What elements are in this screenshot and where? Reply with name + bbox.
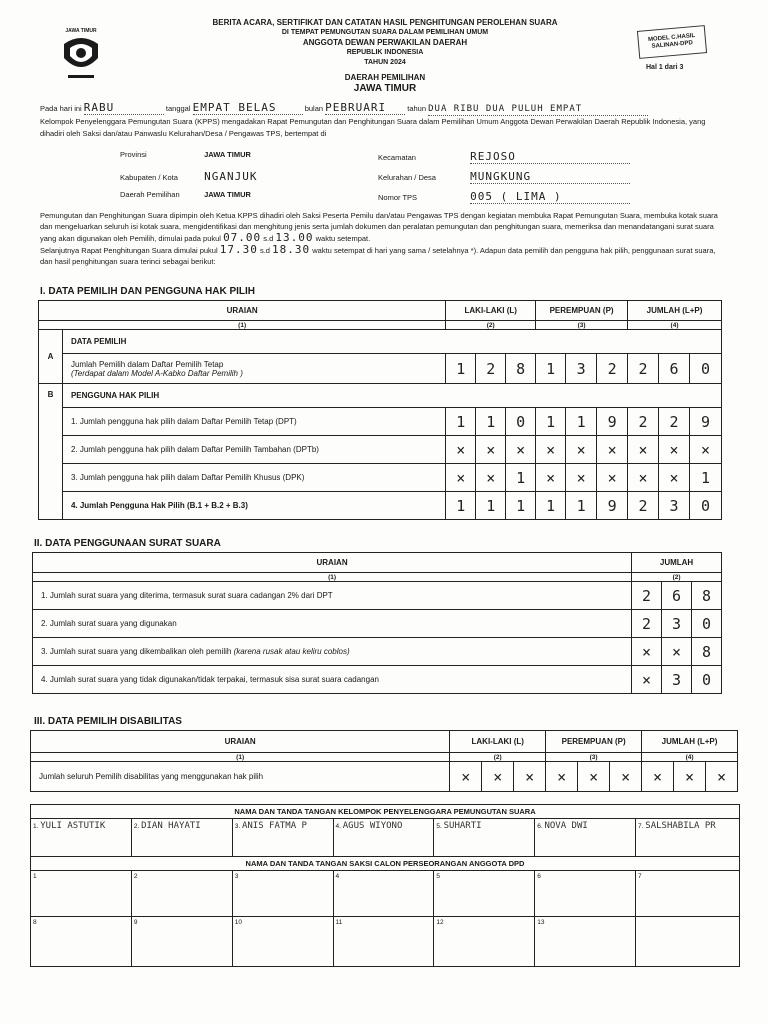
- s1-b2-label: 2. Jumlah pengguna hak pilih dalam Daftar Pemilih Tambahan (DPTb): [62, 436, 445, 464]
- dapil-row-label: Daerah Pemilihan: [120, 190, 180, 199]
- saksi-cell: 2: [131, 871, 232, 917]
- digit-cell: ×: [578, 762, 610, 792]
- s3-num-2: (2): [450, 753, 546, 762]
- digit-cell: ×: [446, 464, 476, 492]
- s1-a1-text: Jumlah Pemilih dalam Daftar Pemilih Tetap: [70, 359, 224, 369]
- digit-cell: 3: [566, 354, 597, 384]
- s2-num-2: (2): [632, 573, 722, 582]
- kecamatan-row: [378, 150, 630, 164]
- digit-cell: ×: [450, 762, 482, 792]
- saksi-row-2: [31, 917, 740, 967]
- digit-cell: ×: [659, 436, 690, 464]
- s1-b3-label: 3. Jumlah pengguna hak pilih dalam Daftar Pemilih Khusus (DPK): [62, 464, 445, 492]
- s2-r3-label: [33, 638, 632, 666]
- kpps-name: AGUS WIYONO: [342, 821, 403, 831]
- digit-cell: 1: [536, 408, 566, 436]
- kpps-signature-cell: [333, 819, 434, 857]
- kpps-name: NOVA DWI: [544, 821, 588, 831]
- end-time-1: 13.00: [275, 231, 314, 244]
- kpps-name: DIAN HAYATI: [141, 821, 201, 831]
- kpps-title: NAMA DAN TANDA TANGAN KELOMPOK PENYELENGGARA PEMUNGUTAN SUARA: [31, 805, 740, 819]
- header-line5: TAHUN 2024: [364, 59, 406, 66]
- digit-cell: ×: [536, 464, 566, 492]
- digit-cell: 6: [659, 354, 690, 384]
- saksi-cell: [636, 917, 740, 967]
- digit-cell: ×: [446, 436, 476, 464]
- kabupaten-row: [120, 170, 257, 183]
- tps-row: [378, 190, 630, 204]
- digit-cell: 8: [506, 354, 536, 384]
- sd-label-2: s.d: [259, 246, 270, 255]
- s1-a-title: DATA PEMILIH: [62, 330, 721, 354]
- digit-cell: 1: [446, 408, 476, 436]
- digit-cell: 1: [506, 492, 536, 520]
- s3-r1-label: Jumlah seluruh Pemilih disabilitas yang menggunakan hak pilih: [31, 762, 450, 792]
- kabupaten-value: NGANJUK: [204, 170, 258, 183]
- s1-a1-sub: (Terdapat dalam Model A-Kabko Daftar Pemilih ): [70, 368, 243, 378]
- digit-cell: 8: [692, 582, 722, 610]
- digit-cell: 1: [446, 492, 476, 520]
- digit-cell: 3: [662, 610, 692, 638]
- digit-cell: 6: [662, 582, 692, 610]
- tahun-value: DUA RIBU DUA PULUH EMPAT: [428, 103, 648, 116]
- saksi-cell: 1: [31, 871, 132, 917]
- s3-col-uraian: URAIAN: [31, 731, 450, 753]
- kabupaten-label: Kabupaten / Kota: [120, 173, 178, 182]
- saksi-title: NAMA DAN TANDA TANGAN SAKSI CALON PERSEORANGAN ANGGOTA DPD: [31, 857, 740, 871]
- page-number: Hal 1 dari 3: [646, 64, 684, 71]
- digit-cell: 2: [632, 610, 662, 638]
- s2-num-1: (1): [33, 573, 632, 582]
- s1-b-code: B: [39, 384, 63, 520]
- dapil-row: [120, 190, 251, 199]
- intro-text: Kelompok Penyelenggara Pemungutan Suara (KPPS) mengadakan Rapat Pemungutan dan Penghitungan Suara dalam Pemilihan Umum Anggota Dewan Perwakilan Daerah Republik Indonesia, yang dihadiri oleh Saksi dan/atau Panwaslu Kelurahan/Desa / Pengawas TPS, bertempat di: [40, 117, 706, 138]
- s2-col-uraian: URAIAN: [33, 553, 632, 573]
- digit-cell: 0: [506, 408, 536, 436]
- s2-r3-text: 3. Jumlah surat suara yang dikembalikan oleh pemilih: [41, 647, 232, 656]
- kpps-signature-cell: [31, 819, 132, 857]
- s1-num-2: (2): [446, 321, 536, 330]
- digit-cell: 1: [476, 408, 506, 436]
- saksi-cell: 5: [434, 871, 535, 917]
- end-time-2: 18.30: [272, 243, 311, 256]
- digit-cell: 8: [692, 638, 722, 666]
- s1-b1-label: 1. Jumlah pengguna hak pilih dalam Daftar Pemilih Tetap (DPT): [62, 408, 445, 436]
- digit-cell: 1: [536, 492, 566, 520]
- digit-cell: ×: [514, 762, 546, 792]
- tps-value: 005 ( LIMA ): [470, 190, 630, 204]
- dapil-title: [150, 72, 620, 94]
- kecamatan-value: REJOSO: [470, 150, 630, 164]
- kpps-no: 2.: [133, 823, 140, 830]
- saksi-cell: 12: [434, 917, 535, 967]
- saksi-cell: 11: [333, 917, 434, 967]
- digit-cell: 0: [689, 354, 721, 384]
- s3-num-4: (4): [642, 753, 738, 762]
- kpps-name: SALSHABILA PR: [645, 821, 716, 831]
- start-time-1: 07.00: [223, 231, 262, 244]
- digit-cell: ×: [642, 762, 674, 792]
- kpps-no: 5.: [436, 823, 442, 830]
- digit-cell: 2: [597, 354, 628, 384]
- s1-num-3: (3): [536, 321, 628, 330]
- section1-title: I. DATA PEMILIH DAN PENGGUNA HAK PILIH: [40, 286, 255, 297]
- s1-col-uraian: URAIAN: [39, 301, 446, 321]
- digit-cell: ×: [659, 464, 690, 492]
- s1-num-4: (4): [628, 321, 722, 330]
- digit-cell: ×: [482, 762, 514, 792]
- tanggal-value: EMPAT BELAS: [193, 102, 303, 115]
- digit-cell: 1: [476, 492, 506, 520]
- kpps-name: SUHARTI: [443, 821, 482, 831]
- kpps-no: 6.: [537, 823, 543, 830]
- s1-b4-label: 4. Jumlah Pengguna Hak Pilih (B.1 + B.2 + B.3): [62, 492, 445, 520]
- kpps-no: 3.: [234, 823, 241, 830]
- kelurahan-row: [378, 170, 630, 184]
- s3-num-3: (3): [546, 753, 642, 762]
- procedure-paragraph: [40, 210, 730, 267]
- saksi-cell: 9: [131, 917, 232, 967]
- s1-b-title: PENGGUNA HAK PILIH: [62, 384, 721, 408]
- digit-cell: 9: [597, 408, 628, 436]
- digit-cell: 1: [446, 354, 476, 384]
- s1-a1-label: [62, 354, 445, 384]
- digit-cell: ×: [674, 762, 706, 792]
- digit-cell: ×: [662, 638, 692, 666]
- digit-cell: 2: [628, 408, 659, 436]
- digit-cell: ×: [597, 436, 628, 464]
- kpps-no: 4.: [335, 823, 341, 830]
- digit-cell: ×: [610, 762, 642, 792]
- digit-cell: 2: [628, 492, 659, 520]
- digit-cell: ×: [632, 666, 662, 694]
- paragraph-p1: Pemungutan dan Penghitungan Suara dipimpin oleh Ketua KPPS dihadiri oleh Saksi Peserta Pemilu dan/atau Pengawas TPS dengan kegiatan membuka Rapat Pemungutan Suara, membuka kotak suara dan mengeluarkan seluruh isi kotak suara, mengidentifikasi dan menghitung jenis serta jumlah dokumen dan peralatan pemungutan dan penghitungan suara, memeriksa dan menandatangani surat suara yang akan digunakan oleh Pemilih, dimulai pada pukul: [40, 211, 718, 243]
- kpps-no: 7.: [638, 823, 644, 830]
- digit-cell: 0: [692, 610, 722, 638]
- section3-title: III. DATA PEMILIH DISABILITAS: [34, 716, 182, 727]
- digit-cell: 9: [689, 408, 721, 436]
- kpps-signature-cell: [232, 819, 333, 857]
- digit-cell: ×: [689, 436, 721, 464]
- tanggal-label: tanggal: [165, 104, 191, 113]
- dapil-label: DAERAH PEMILIHAN: [344, 73, 426, 82]
- digit-cell: ×: [506, 436, 536, 464]
- saksi-cell: 3: [232, 871, 333, 917]
- digit-cell: 1: [536, 354, 566, 384]
- digit-cell: ×: [566, 464, 597, 492]
- digit-cell: ×: [628, 436, 659, 464]
- waktu-label: waktu setempat.: [315, 234, 371, 243]
- digit-cell: 0: [692, 666, 722, 694]
- signature-table: [30, 804, 740, 967]
- section2-table: [32, 552, 722, 694]
- s2-r1-label: 1. Jumlah surat suara yang diterima, termasuk surat suara cadangan 2% dari DPT: [33, 582, 632, 610]
- kpps-name: YULI ASTUTIK: [40, 821, 106, 831]
- digit-cell: ×: [597, 464, 628, 492]
- s3-col-p: PEREMPUAN (P): [546, 731, 642, 753]
- section1-table: [38, 300, 722, 520]
- hari-value: RABU: [84, 102, 164, 115]
- provinsi-value: JAWA TIMUR: [204, 150, 251, 159]
- intro-block: [40, 102, 730, 140]
- s2-r3-sub: (karena rusak atau keliru coblos): [233, 647, 350, 656]
- emblem-text: JAWA TIMUR: [65, 28, 97, 34]
- digit-cell: ×: [536, 436, 566, 464]
- s1-col-p: PEREMPUAN (P): [536, 301, 628, 321]
- paragraph-p2a: Selanjutnya Rapat Penghitungan Suara dimulai pukul: [40, 246, 218, 255]
- digit-cell: 0: [689, 492, 721, 520]
- start-time-2: 17.30: [219, 243, 258, 256]
- digit-cell: 2: [632, 582, 662, 610]
- digit-cell: ×: [705, 762, 737, 792]
- digit-cell: 2: [476, 354, 506, 384]
- jawa-timur-emblem-icon: [56, 24, 106, 82]
- model-label: MODEL C.HASIL SALINAN-DPD: [637, 25, 707, 59]
- digit-cell: 9: [597, 492, 628, 520]
- section3-table: [30, 730, 738, 792]
- kpps-signature-row: [31, 819, 740, 857]
- s2-col-jumlah: JUMLAH: [632, 553, 722, 573]
- kpps-signature-cell: [535, 819, 636, 857]
- bulan-label: bulan: [304, 104, 324, 113]
- digit-cell: 3: [659, 492, 690, 520]
- s3-num-1: (1): [31, 753, 450, 762]
- digit-cell: 1: [506, 464, 536, 492]
- s1-col-l: LAKI-LAKI (L): [446, 301, 536, 321]
- hari-label: Pada hari ini: [40, 104, 82, 113]
- digit-cell: ×: [632, 638, 662, 666]
- kpps-signature-cell: [636, 819, 740, 857]
- digit-cell: ×: [628, 464, 659, 492]
- kpps-signature-cell: [131, 819, 232, 857]
- digit-cell: 1: [566, 408, 597, 436]
- kpps-no: 1.: [33, 823, 39, 830]
- kelurahan-value: MUNGKUNG: [470, 170, 630, 184]
- bulan-value: PEBRUARI: [325, 102, 405, 115]
- s3-col-l: LAKI-LAKI (L): [450, 731, 546, 753]
- header-line2: DI TEMPAT PEMUNGUTAN SUARA DALAM PEMILIHAN UMUM: [281, 29, 489, 36]
- sd-label-1: s.d: [263, 234, 274, 243]
- digit-cell: 2: [628, 354, 659, 384]
- digit-cell: ×: [476, 436, 506, 464]
- tahun-label: tahun: [407, 104, 427, 113]
- kecamatan-label: Kecamatan: [378, 153, 416, 162]
- header-line3: ANGGOTA DEWAN PERWAKILAN DAERAH: [302, 38, 468, 47]
- digit-cell: ×: [546, 762, 578, 792]
- s2-r2-label: 2. Jumlah surat suara yang digunakan: [33, 610, 632, 638]
- section2-title: II. DATA PENGGUNAAN SURAT SUARA: [34, 538, 221, 549]
- digit-cell: ×: [476, 464, 506, 492]
- digit-cell: 1: [566, 492, 597, 520]
- s1-a-code: A: [39, 330, 63, 384]
- saksi-cell: 7: [636, 871, 740, 917]
- saksi-cell: 6: [535, 871, 636, 917]
- saksi-cell: 13: [535, 917, 636, 967]
- s1-col-lp: JUMLAH (L+P): [628, 301, 722, 321]
- kpps-name: ANIS FATMA P: [241, 821, 307, 831]
- kpps-signature-cell: [434, 819, 535, 857]
- digit-cell: ×: [566, 436, 597, 464]
- dapil-row-value: JAWA TIMUR: [204, 190, 251, 199]
- saksi-cell: 4: [333, 871, 434, 917]
- digit-cell: 2: [659, 408, 690, 436]
- kelurahan-label: Kelurahan / Desa: [378, 173, 436, 182]
- s3-col-lp: JUMLAH (L+P): [642, 731, 738, 753]
- provinsi-row: [120, 150, 251, 159]
- digit-cell: 1: [689, 464, 721, 492]
- s1-num-1: (1): [39, 321, 446, 330]
- header-line1: BERITA ACARA, SERTIFIKAT DAN CATATAN HASIL PENGHITUNGAN PEROLEHAN SUARA: [212, 18, 558, 27]
- digit-cell: 3: [662, 666, 692, 694]
- saksi-row-1: [31, 871, 740, 917]
- tps-label: Nomor TPS: [378, 193, 418, 202]
- paragraph-p2b: waktu setempat di hari yang sama / setelahnya *). Adapun data pemilih dan pengguna hak pilih, penggunaan surat suara, dan hasil penghitungan suara terinci sebagai berikut:: [40, 246, 716, 266]
- document-header: [150, 18, 620, 68]
- saksi-cell: 8: [31, 917, 132, 967]
- dapil-value: JAWA TIMUR: [353, 83, 417, 94]
- header-line4: REPUBLIK INDONESIA: [346, 49, 424, 56]
- saksi-cell: 10: [232, 917, 333, 967]
- provinsi-label: Provinsi: [120, 150, 147, 159]
- s2-r4-label: 4. Jumlah surat suara yang tidak digunakan/tidak terpakai, termasuk sisa surat suara cadangan: [33, 666, 632, 694]
